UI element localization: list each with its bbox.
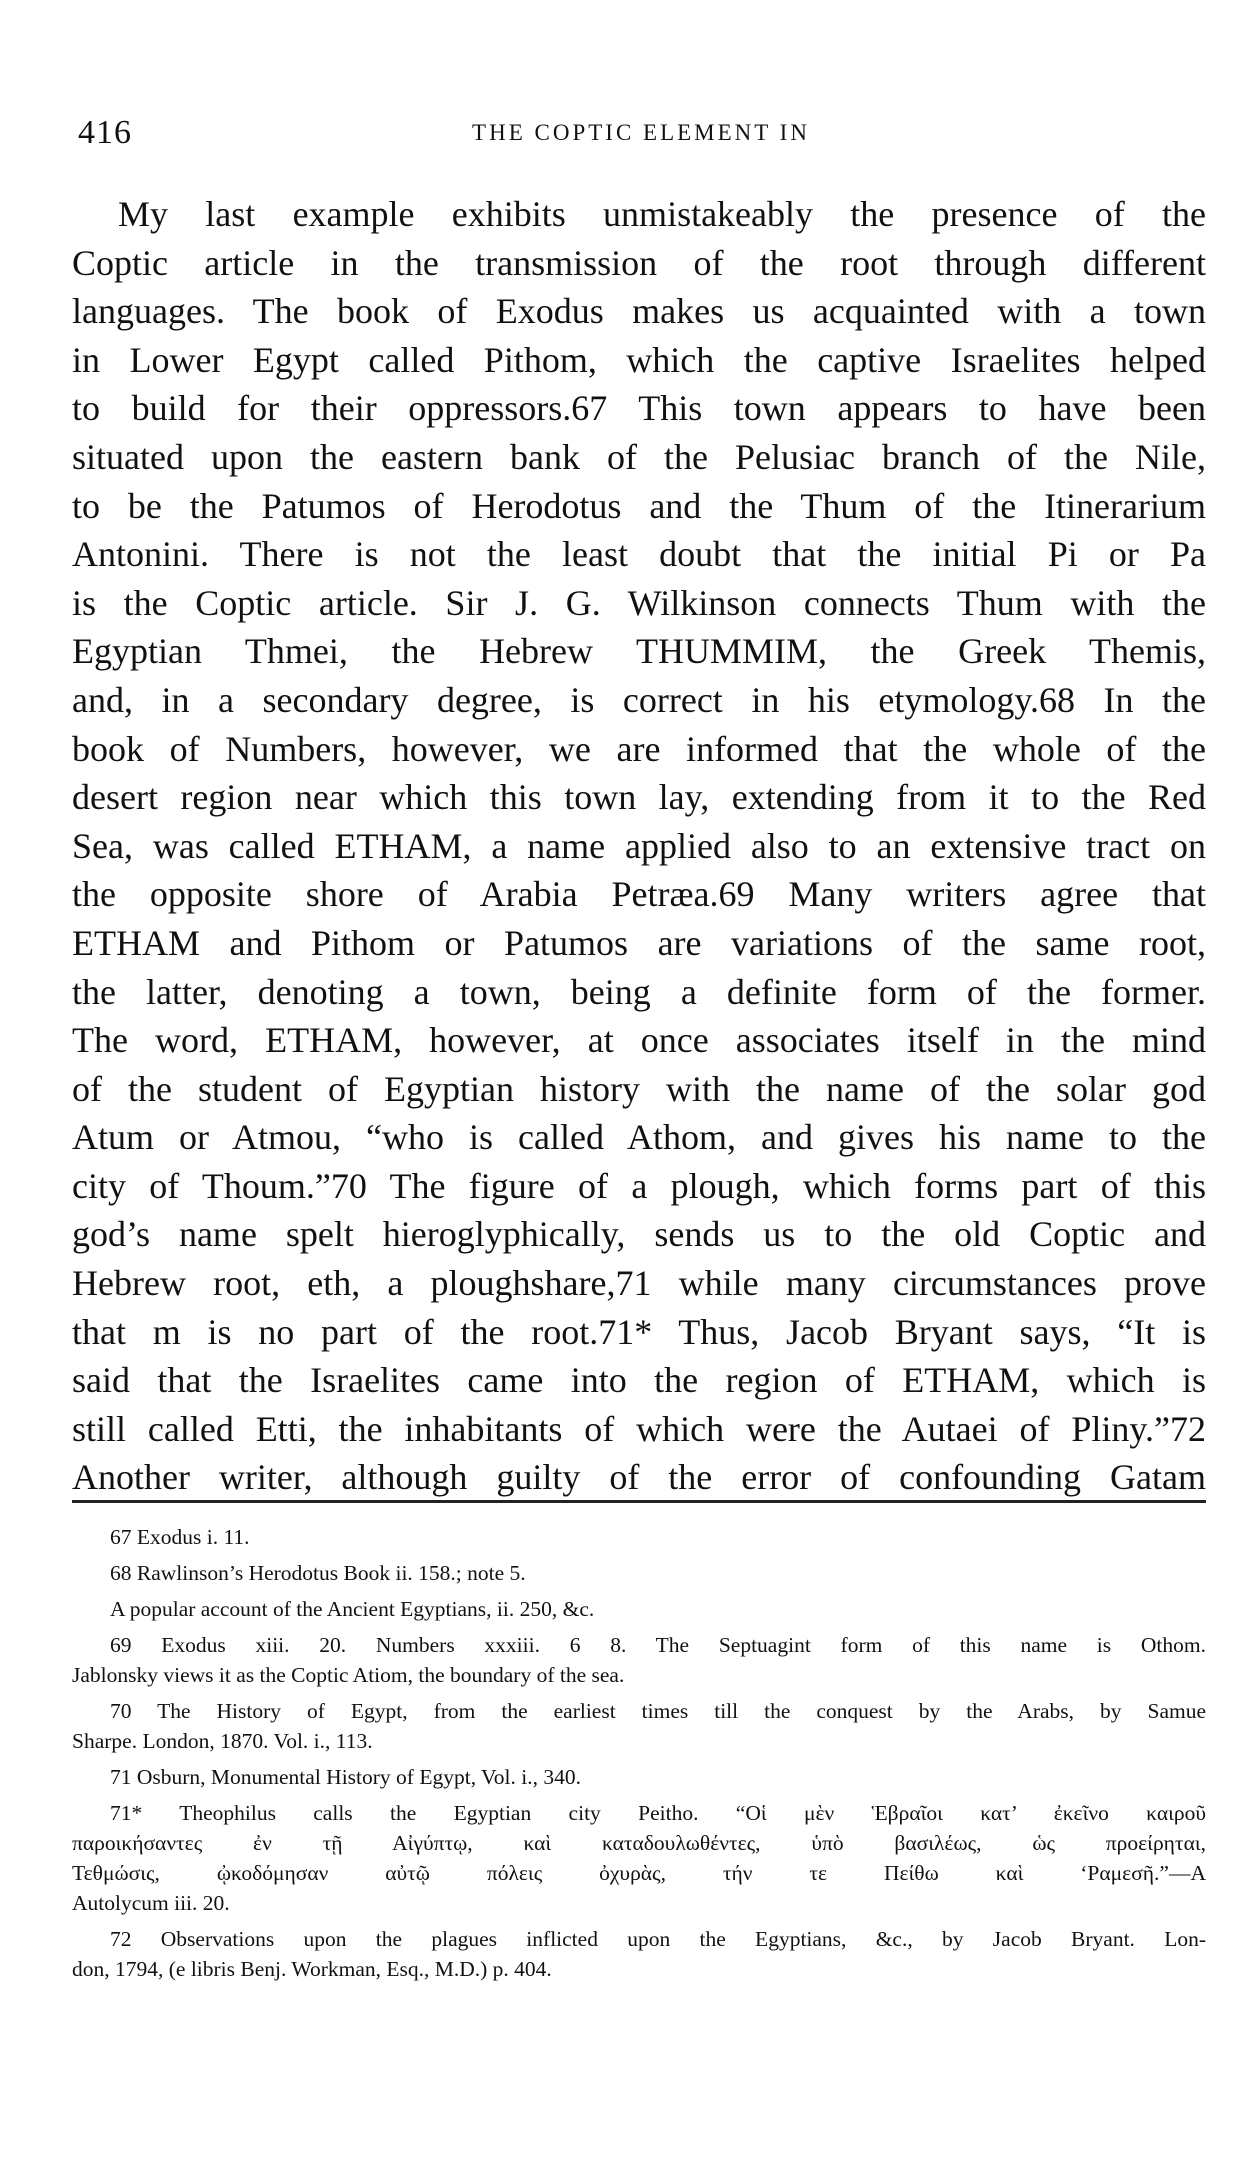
body-line: Coptic article in the transmission of the root through different (72, 242, 1206, 283)
body-line: languages. The book of Exodus makes us acquainted with a town (72, 291, 1206, 332)
body-line: the latter, denoting a town, being a definite form of the former. (72, 971, 1206, 1012)
footnote-67: 67 Exodus i. 11. (110, 1525, 250, 1549)
page-header (78, 114, 1204, 158)
body-line: still called Etti, the inhabitants of which were the Autaei of Pliny.”72 (72, 1408, 1206, 1449)
body-line: said that the Israelites came into the region of ETHAM, which is (72, 1360, 1206, 1401)
footnote-divider (72, 1500, 1206, 1503)
footnote-68-continued: A popular account of the Ancient Egyptians, ii. 250, &c. (110, 1597, 595, 1621)
body-line: to build for their oppressors.67 This town appears to have been (72, 388, 1206, 429)
body-line: is the Coptic article. Sir J. G. Wilkinson connects Thum with the (72, 582, 1206, 623)
body-line: ETHAM and Pithom or Patumos are variations of the same root, (72, 922, 1206, 963)
footnote-69: 69 Exodus xiii. 20. Numbers xxxiii. 6 8. The Septuagint form of this name is Othom. Jablonsky views it as the Coptic Atiom, the boundary of the sea. (72, 1633, 1206, 1687)
footnotes (72, 1522, 1206, 1990)
body-line: the opposite shore of Arabia Petræa.69 Many writers agree that (72, 874, 1206, 915)
body-line: Egyptian Thmei, the Hebrew THUMMIM, the Greek Themis, (72, 631, 1206, 672)
body-text (72, 190, 1206, 1502)
footnote-72: 72 Observations upon the plagues inflicted upon the Egyptians, &c., by Jacob Bryant. Lon- don, 1794, (e libris Benj. Workman, Esq., M.D.) p. 404. (72, 1927, 1206, 1981)
body-line: My last example exhibits unmistakeably the presence of the (118, 194, 1206, 234)
body-line: that m is no part of the root.71* Thus, Jacob Bryant says, “It is (72, 1311, 1206, 1352)
footnote-68: 68 Rawlinson’s Herodotus Book ii. 158.; note 5. (110, 1561, 526, 1585)
body-line: The word, ETHAM, however, at once associates itself in the mind (72, 1020, 1206, 1061)
body-line: desert region near which this town lay, extending from it to the Red (72, 777, 1206, 818)
footnote-71: 71 Osburn, Monumental History of Egypt, Vol. i., 340. (110, 1765, 582, 1789)
body-line: city of Thoum.”70 The figure of a plough, which forms part of this (72, 1165, 1206, 1206)
body-line: book of Numbers, however, we are informed that the whole of the (72, 728, 1206, 769)
body-line: and, in a secondary degree, is correct in his etymology.68 In the (72, 679, 1206, 720)
body-line: to be the Patumos of Herodotus and the Thum of the Itinerarium (72, 485, 1206, 526)
body-line: god’s name spelt hieroglyphically, sends us to the old Coptic and (72, 1214, 1206, 1255)
footnote-71-star: 71* Theophilus calls the Egyptian city Peitho. “Οἱ μὲν Ἑβραῖοι κατ’ ἐκεῖνο καιροῦ παροικήσαντες ἐν τῇ Αἰγύπτῳ, καὶ καταδουλωθέντες, ὑπὸ βασιλέως, ὡς προείρηται, Τεθμώσις, ᾠκοδόμησαν αὐτῷ πόλεις ὀχυρὰς, τήν τε Πείθω καὶ ‘Ραμεσῆ.”—A Autolycum iii. 20. (72, 1801, 1206, 1915)
body-line: of the student of Egyptian history with the name of the solar god (72, 1068, 1206, 1109)
body-line: Atum or Atmou, “who is called Athom, and gives his name to the (72, 1117, 1206, 1158)
footnote-70: 70 The History of Egypt, from the earliest times till the conquest by the Arabs, by Samue Sharpe. London, 1870. Vol. i., 113. (72, 1699, 1206, 1753)
body-line: Hebrew root, eth, a ploughshare,71 while many circumstances prove (72, 1263, 1206, 1304)
running-head: THE COPTIC ELEMENT IN (472, 120, 810, 145)
body-line: in Lower Egypt called Pithom, which the captive Israelites helped (72, 339, 1206, 380)
page-number: 416 (78, 114, 132, 151)
body-line: Sea, was called ETHAM, a name applied also to an extensive tract on (72, 825, 1206, 866)
body-line: situated upon the eastern bank of the Pelusiac branch of the Nile, (72, 436, 1206, 477)
body-line: Another writer, although guilty of the error of confounding Gatam (72, 1457, 1206, 1498)
body-line: Antonini. There is not the least doubt that the initial Pi or Pa (72, 534, 1206, 575)
